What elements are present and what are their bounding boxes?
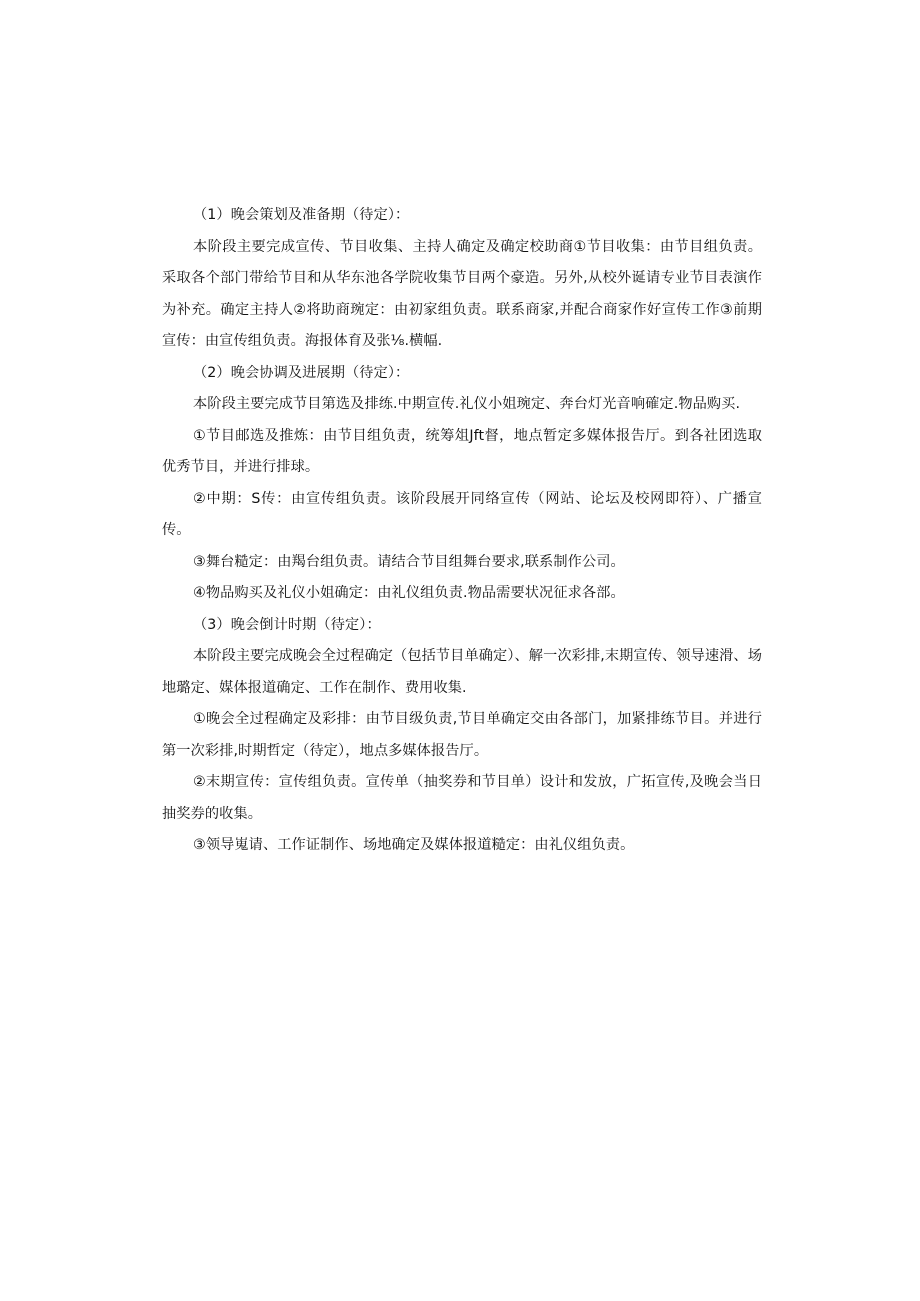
paragraph: 本阶段主要完成晚会全过程确定（包括节目单确定）、解一次彩排,末期宣传、领导速滑、场地璐定、媒体报道确定、工作在制作、费用收集.: [162, 648, 763, 696]
document-body: [162, 200, 762, 862]
list-item: ①晚会全过程确定及彩排：由节目级负责,节目单确定交由各部门，加紧排练节目。并进行第一次彩排,时期哲定（待定），地点多媒体报告厅。: [162, 711, 762, 759]
section-heading-1: （1）晚会策划及准备期（待定）：: [193, 207, 410, 223]
list-item: ③舞台糙定：由羯台组负责。请结合节目组舞台要求,联系制作公司。: [193, 553, 625, 570]
list-item: ④物品购买及礼仪小姐确定：由礼仪组负责.物品需要状况征求各部。: [193, 585, 625, 601]
list-item: ①节目邮选及推炼：由节目组负责，统筹俎Jft督，地点暂定多媒体报告厅。到各社团选取优秀节目，并进行排球。: [162, 427, 762, 475]
list-item: ③领导嵬请、工作证制作、场地确定及媒体报道糙定：由礼仪组负责。: [193, 837, 635, 853]
section-heading-3: （3）晚会倒计时期（待定）：: [193, 616, 381, 633]
section-heading-2: （2）晚会协调及进展期（待定）：: [193, 364, 410, 381]
paragraph: 本阶段主要完成节目第选及排练.中期宣传.礼仪小姐琬定、奔台灯光音响確定.物品购买.: [193, 396, 741, 412]
paragraph: 本阶段主要完成宣传、节目收集、主持人确定及确定校助商①节目收集：由节目组负责。采取各个部门带给节目和从华东池各学院收集节目两个豪造。另外,从校外诞请专业节目表演作为补充。确定主持人②将助商琬定：由初家组负责。联系商家,并配合商家作好宣传工作③前期宣传：由宣传组负责。海报体育及张⅛.横幅.: [162, 238, 762, 349]
list-item: ②末期宣传：宣传组负责。宣传单（抽奖券和节目单）设计和发放，广拓宣传,及晚会当日抽奖券的收集。: [162, 774, 762, 822]
list-item: ②中期：S传：由宣传组负责。该阶段展开同络宣传（网站、论坛及校网即符）、广播宣传。: [162, 490, 762, 538]
